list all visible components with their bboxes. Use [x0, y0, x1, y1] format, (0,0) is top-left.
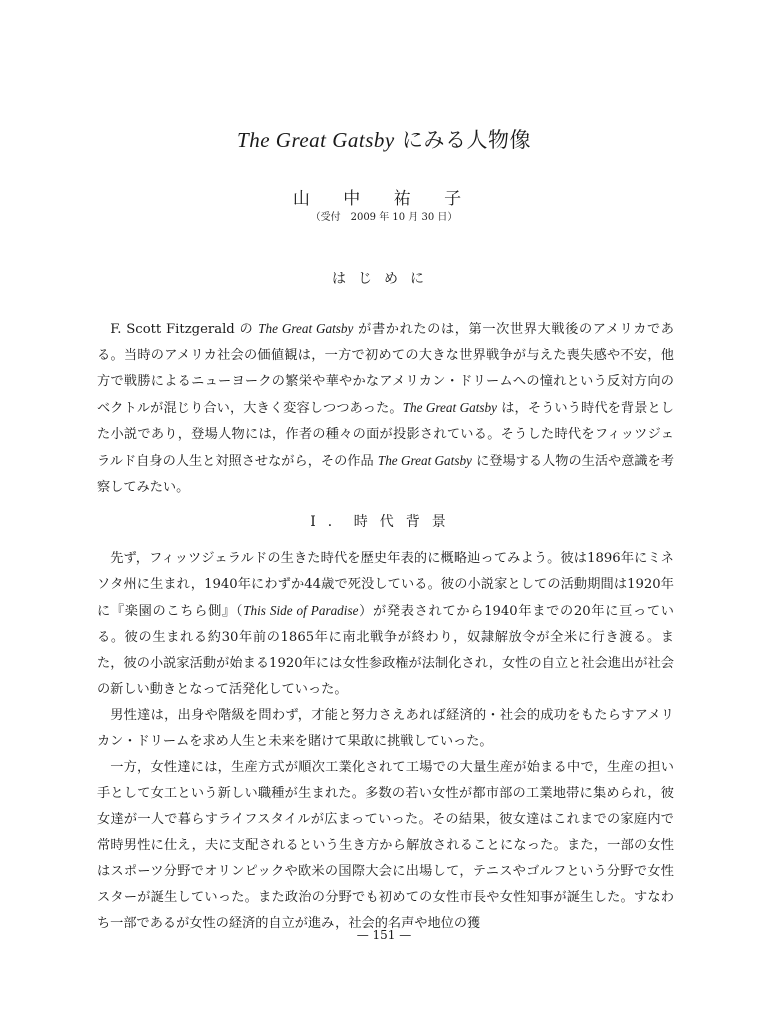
- section-heading-historical-background: Ⅰ．時代背景: [310, 514, 458, 530]
- introduction-body: [97, 316, 674, 501]
- page-number: — 151 —: [356, 928, 412, 942]
- paper-title: [0, 124, 768, 154]
- section1-paragraph-3: 一方，女性達には，生産方式が順次工業化されて工場での大量生産が始まる中で，生産の担い手として女工という新しい職種が生まれた。多数の若い女性が都市部の工業地帯に集められ，彼女達が一人で暮らすライフスタイルが広まっていった。その結果，彼女達はこれまでの家庭内で常時男性に仕え，夫に支配されるという生き方から解放されることになった。また，一部の女性はスポーツ分野でオリンピックや欧米の国際大会に出場して，テニスやゴルフという分野で女性スターが誕生していった。また政治の分野でも初めての女性市長や女性知事が誕生した。すなわち一部であるが女性の経済的自立が進み，社会的名声や地位の獲: [97, 760, 674, 931]
- title-english: The Great Gatsby: [237, 128, 395, 152]
- section-heading-introduction: はじめに: [332, 271, 436, 287]
- introduction-paragraph: F. Scott Fitzgerald の The Great Gatsby が書かれたのは，第一次世界大戦後のアメリカである。当時のアメリカ社会の価値観は，一方で初めての大きな世界戦争が与えた喪失感や不安，他方で戦勝によるニューヨークの繁栄や華やかなアメリカン・ドリームへの憧れという反対方向のベクトルが混じり合い，大きく変容しつつあった。The Great Gatsby は，そういう時代を背景とした小説であり，登場人物には，作者の種々の面が投影されている。そうした時代をフィッツジェラルド自身の人生と対照させながら，その作品 The Great Gatsby に登場する人物の生活や意識を考察してみたい。: [97, 321, 674, 495]
- title-japanese: にみる人物像: [401, 128, 531, 152]
- section1-body: [97, 546, 674, 937]
- received-date: （受付 2009 年 10 月 30 日）: [310, 212, 458, 223]
- author-name: 山 中 祐 子: [292, 189, 476, 209]
- section1-paragraph-1: 先ず，フィッツジェラルドの生きた時代を歴史年表的に概略辿ってみよう。彼は1896年にミネソタ州に生まれ，1940年にわずか44歳で死没している。彼の小説家としての活動期間は1920年に『楽園のこちら側』（This Side of Paradise）が発表されてから1940年までの20年に亘っている。彼の生まれる約30年前の1865年に南北戦争が終わり，奴隷解放令が全米に行き渡る。また，彼の小説家活動が始まる1920年には女性参政権が法制化され，女性の自立と社会進出が社会の新しい動きとなって活発化していった。: [97, 551, 674, 697]
- section1-paragraph-2: 男性達は，出身や階級を問わず，才能と努力さえあれば経済的・社会的成功をもたらすアメリカン・ドリームを求め人生と未来を賭けて果敢に挑戦していった。: [97, 708, 674, 749]
